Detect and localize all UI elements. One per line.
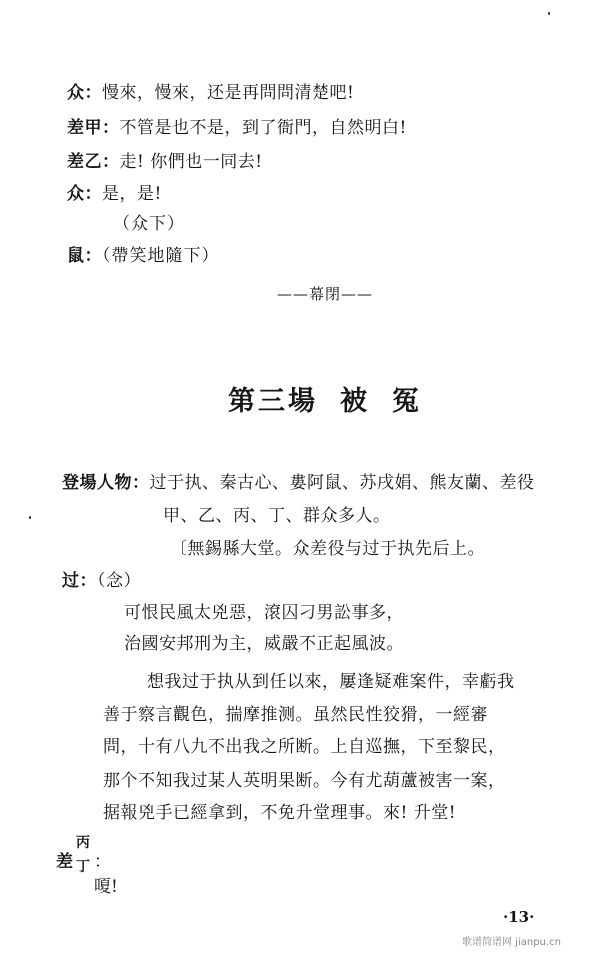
stage-direction-exit: （众下） <box>113 214 185 234</box>
dialogue-text: 是，是! <box>102 184 162 204</box>
characters-list: 过于执、秦古心、婁阿鼠、苏戌娟、熊友蘭、差役 <box>149 473 535 493</box>
dialogue-text: 慢來，慢來，还是再問問清楚吧! <box>102 83 355 103</box>
stacked-speaker-line <box>56 834 118 897</box>
scan-speck <box>548 12 550 15</box>
speaker-label: 差甲： <box>67 118 120 138</box>
speaker-top: 丙 <box>76 835 90 851</box>
speaker-bottom: 丁 <box>76 859 90 875</box>
dialogue-text: 不管是也不是，到了衙門，自然明白! <box>119 118 407 138</box>
dialogue-line-2 <box>67 117 407 139</box>
characters-label: 登場人物： <box>62 473 150 493</box>
speech-line-4: 那个不知我过某人英明果断。今有尤葫蘆被害一案， <box>103 771 506 791</box>
speaker-base: 差 <box>56 852 73 872</box>
scan-speck <box>29 516 31 519</box>
verse-line-2: 治國安邦刑为主，威嚴不正起風波。 <box>124 634 404 654</box>
speech-line-5: 据報兇手已經拿到，不免升堂理事。來! 升堂! <box>103 803 457 823</box>
characters-line-1 <box>62 472 535 494</box>
scene-title-word1: 被 <box>340 386 370 417</box>
speech-line-1: 想我过于执从到任以來，屢逢疑难案件，幸虧我 <box>147 672 515 692</box>
scene-title-word2: 冤 <box>392 386 422 417</box>
speaker-label: 众： <box>67 83 102 103</box>
speaker-label: 过： <box>62 571 97 591</box>
dialogue-text: ：嗄! <box>94 852 118 897</box>
dialogue-line-1 <box>67 82 354 104</box>
setting-direction: 〔無錫縣大堂。众差役与过于执先后上。 <box>170 539 485 559</box>
speaker-label: 众： <box>67 184 102 204</box>
scene-title-number: 第三場 <box>228 386 318 417</box>
scene-title <box>228 385 422 419</box>
verse-line-1: 可恨民風太兇惡，滾囚刁男訟事多， <box>124 603 404 623</box>
stage-direction: （帶笑地隨下） <box>102 246 220 266</box>
characters-line-2: 甲、乙、丙、丁、群众多人。 <box>163 506 391 526</box>
dialogue-line-rat <box>67 245 220 267</box>
dialogue-text: 走! 你們也一同去! <box>119 152 263 172</box>
speaker-label: 鼠： <box>67 246 102 266</box>
recite-line <box>62 570 141 592</box>
speech-line-2: 善于察言觀色，揣摩推测。虽然民性狡猾，一經審 <box>103 705 488 725</box>
recite-direction: （念） <box>97 571 141 591</box>
page-number: ·13· <box>503 908 535 926</box>
dialogue-line-4 <box>67 183 162 205</box>
curtain-close: ——幕閉—— <box>277 285 374 303</box>
speech-line-3: 問，十有八九不出我之所断。上自巡撫，下至黎民， <box>103 737 506 757</box>
speaker-label: 差乙： <box>67 152 120 172</box>
dialogue-line-3 <box>67 151 263 173</box>
watermark-text: 歌谱简谱网 jianpu.cn <box>462 937 561 948</box>
